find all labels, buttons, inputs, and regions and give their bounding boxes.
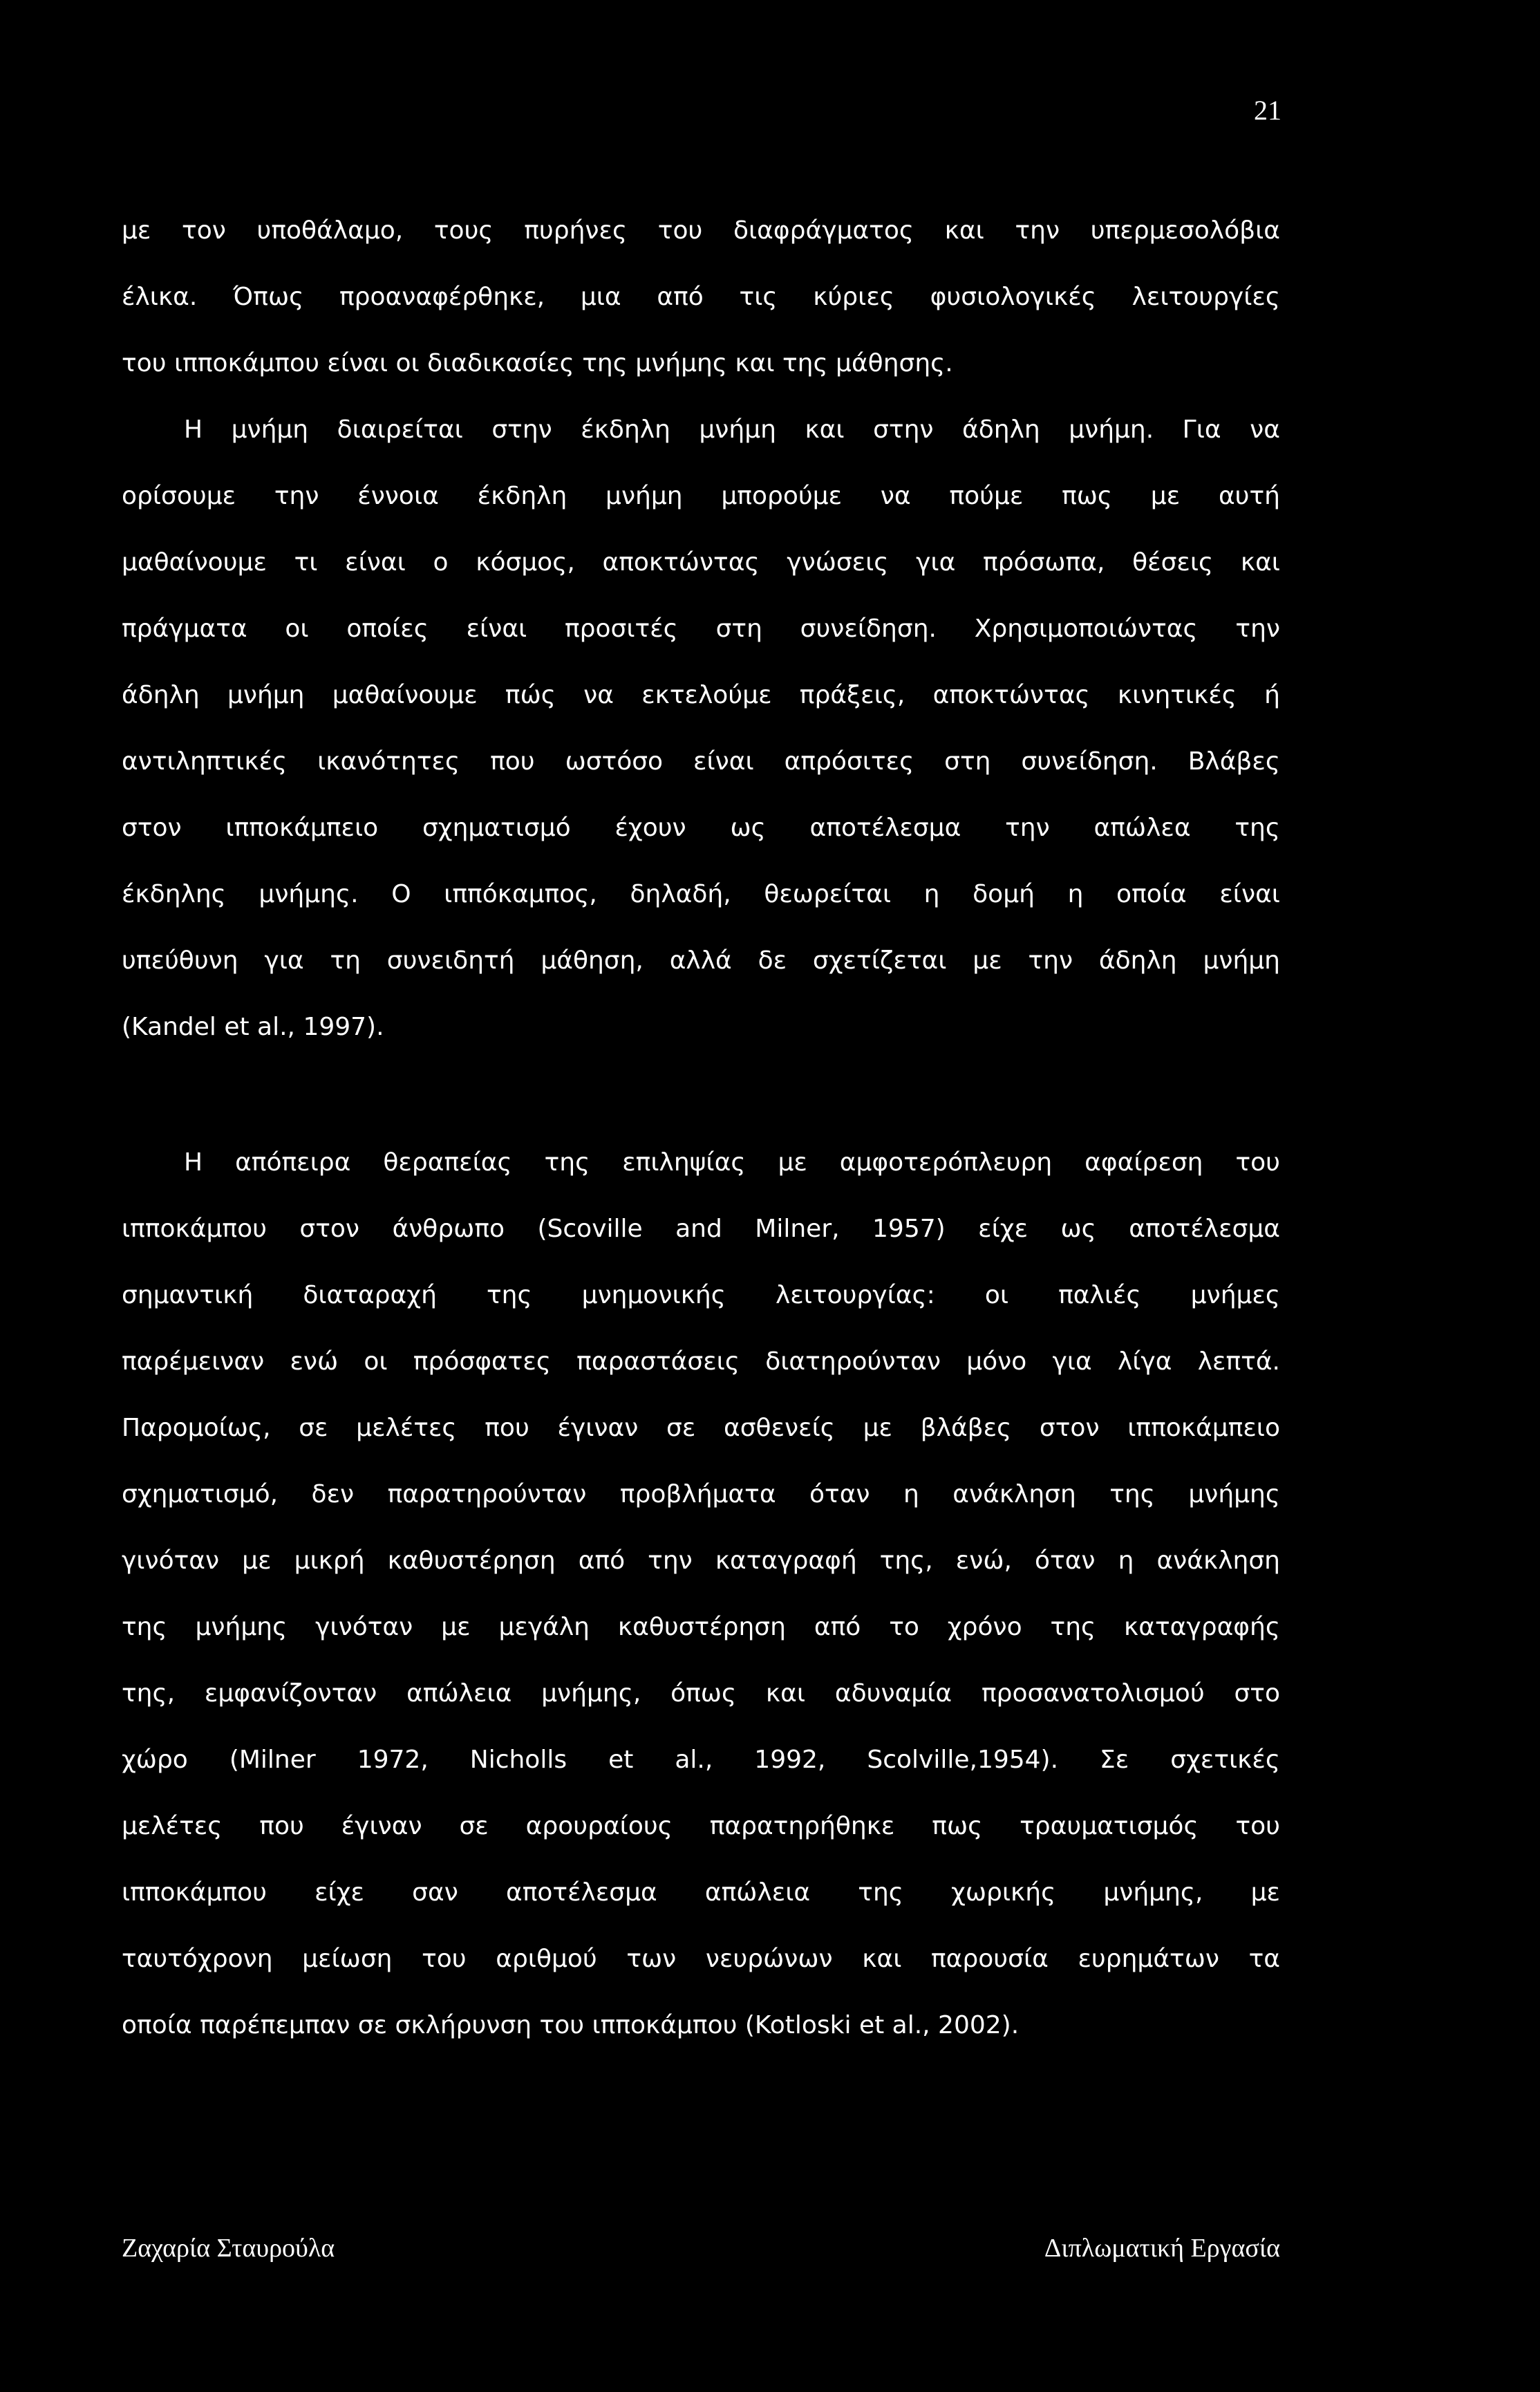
text-line: άδηλη μνήμη μαθαίνουμε πώς να εκτελούμε πράξεις, αποκτώντας κινητικές ή <box>122 681 1280 709</box>
text-line: έλικα. Όπως προαναφέρθηκε, μια από τις κύριες φυσιολογικές λειτουργίες <box>122 283 1280 311</box>
text-line: οποία παρέπεμπαν σε σκλήρυνση του ιπποκάμπου (Kotloski et al., 2002). <box>122 2011 1020 2039</box>
footer-document-type: Διπλωματική Εργασία <box>1044 2234 1280 2263</box>
text-line: έκδηλης μνήμης. Ο ιππόκαμπος, δηλαδή, θεωρείται η δομή η οποία είναι <box>122 880 1280 908</box>
text-line: στον ιπποκάμπειο σχηματισμό έχουν ως αποτέλεσμα την απώλεα της <box>122 814 1280 842</box>
text-line: υπεύθυνη για τη συνειδητή μάθηση, αλλά δε σχετίζεται με την άδηλη μνήμη <box>122 946 1280 975</box>
text-line: μελέτες που έγιναν σε αρουραίους παρατηρήθηκε πως τραυματισμός του <box>122 1812 1280 1840</box>
text-line: Η απόπειρα θεραπείας της επιληψίας με αμφοτερόπλευρη αφαίρεση του <box>184 1148 1280 1177</box>
text-line: μαθαίνουμε τι είναι ο κόσμος, αποκτώντας γνώσεις για πρόσωπα, θέσεις και <box>122 548 1280 577</box>
text-line: ορίσουμε την έννοια έκδηλη μνήμη μπορούμε να πούμε πως με αυτή <box>122 482 1280 510</box>
text-line: Η μνήμη διαιρείται στην έκδηλη μνήμη και στην άδηλη μνήμη. Για να <box>184 415 1280 444</box>
page-number: 21 <box>1254 95 1281 126</box>
text-line: της μνήμης γινόταν με μεγάλη καθυστέρηση από το χρόνο της καταγραφής <box>122 1613 1280 1641</box>
text-line: της, εμφανίζονταν απώλεια μνήμης, όπως και αδυναμία προσανατολισμού στο <box>122 1679 1280 1708</box>
text-line: χώρο (Milner 1972, Nicholls et al., 1992, Scolville,1954). Σε σχετικές <box>122 1746 1280 1774</box>
text-line: ιπποκάμπου στον άνθρωπο (Scoville and Milner, 1957) είχε ως αποτέλεσμα <box>122 1215 1280 1243</box>
text-line: σχηματισμό, δεν παρατηρούνταν προβλήματα όταν η ανάκληση της μνήμης <box>122 1480 1280 1508</box>
text-line: γινόταν με μικρή καθυστέρηση από την καταγραφή της, ενώ, όταν η ανάκληση <box>122 1547 1280 1575</box>
text-line: πράγματα οι οποίες είναι προσιτές στη συνείδηση. Χρησιμοποιώντας την <box>122 615 1280 643</box>
text-line: με τον υποθάλαμο, τους πυρήνες του διαφράγματος και την υπερμεσολόβια <box>122 216 1280 245</box>
text-line: παρέμειναν ενώ οι πρόσφατες παραστάσεις διατηρούνταν μόνο για λίγα λεπτά. <box>122 1347 1280 1376</box>
text-line: Παρομοίως, σε μελέτες που έγιναν σε ασθενείς με βλάβες στον ιπποκάμπειο <box>122 1414 1280 1442</box>
paragraph-block-2 <box>122 1130 1280 2059</box>
footer-author: Ζαχαρία Σταυρούλα <box>122 2234 335 2263</box>
text-line: ιπποκάμπου είχε σαν αποτέλεσμα απώλεια της χωρικής μνήμης, με <box>122 1878 1280 1907</box>
paragraph-block-1 <box>122 198 1280 1060</box>
text-line: ταυτόχρονη μείωση του αριθμού των νευρώνων και παρουσία ευρημάτων τα <box>122 1945 1280 1973</box>
text-line: (Kandel et al., 1997). <box>122 1013 384 1041</box>
text-line: του ιπποκάμπου είναι οι διαδικασίες της μνήμης και της μάθησης. <box>122 349 953 377</box>
text-line: αντιληπτικές ικανότητες που ωστόσο είναι απρόσιτες στη συνείδηση. Βλάβες <box>122 747 1280 776</box>
text-line: σημαντική διαταραχή της μνημονικής λειτουργίας: οι παλιές μνήμες <box>122 1281 1280 1309</box>
